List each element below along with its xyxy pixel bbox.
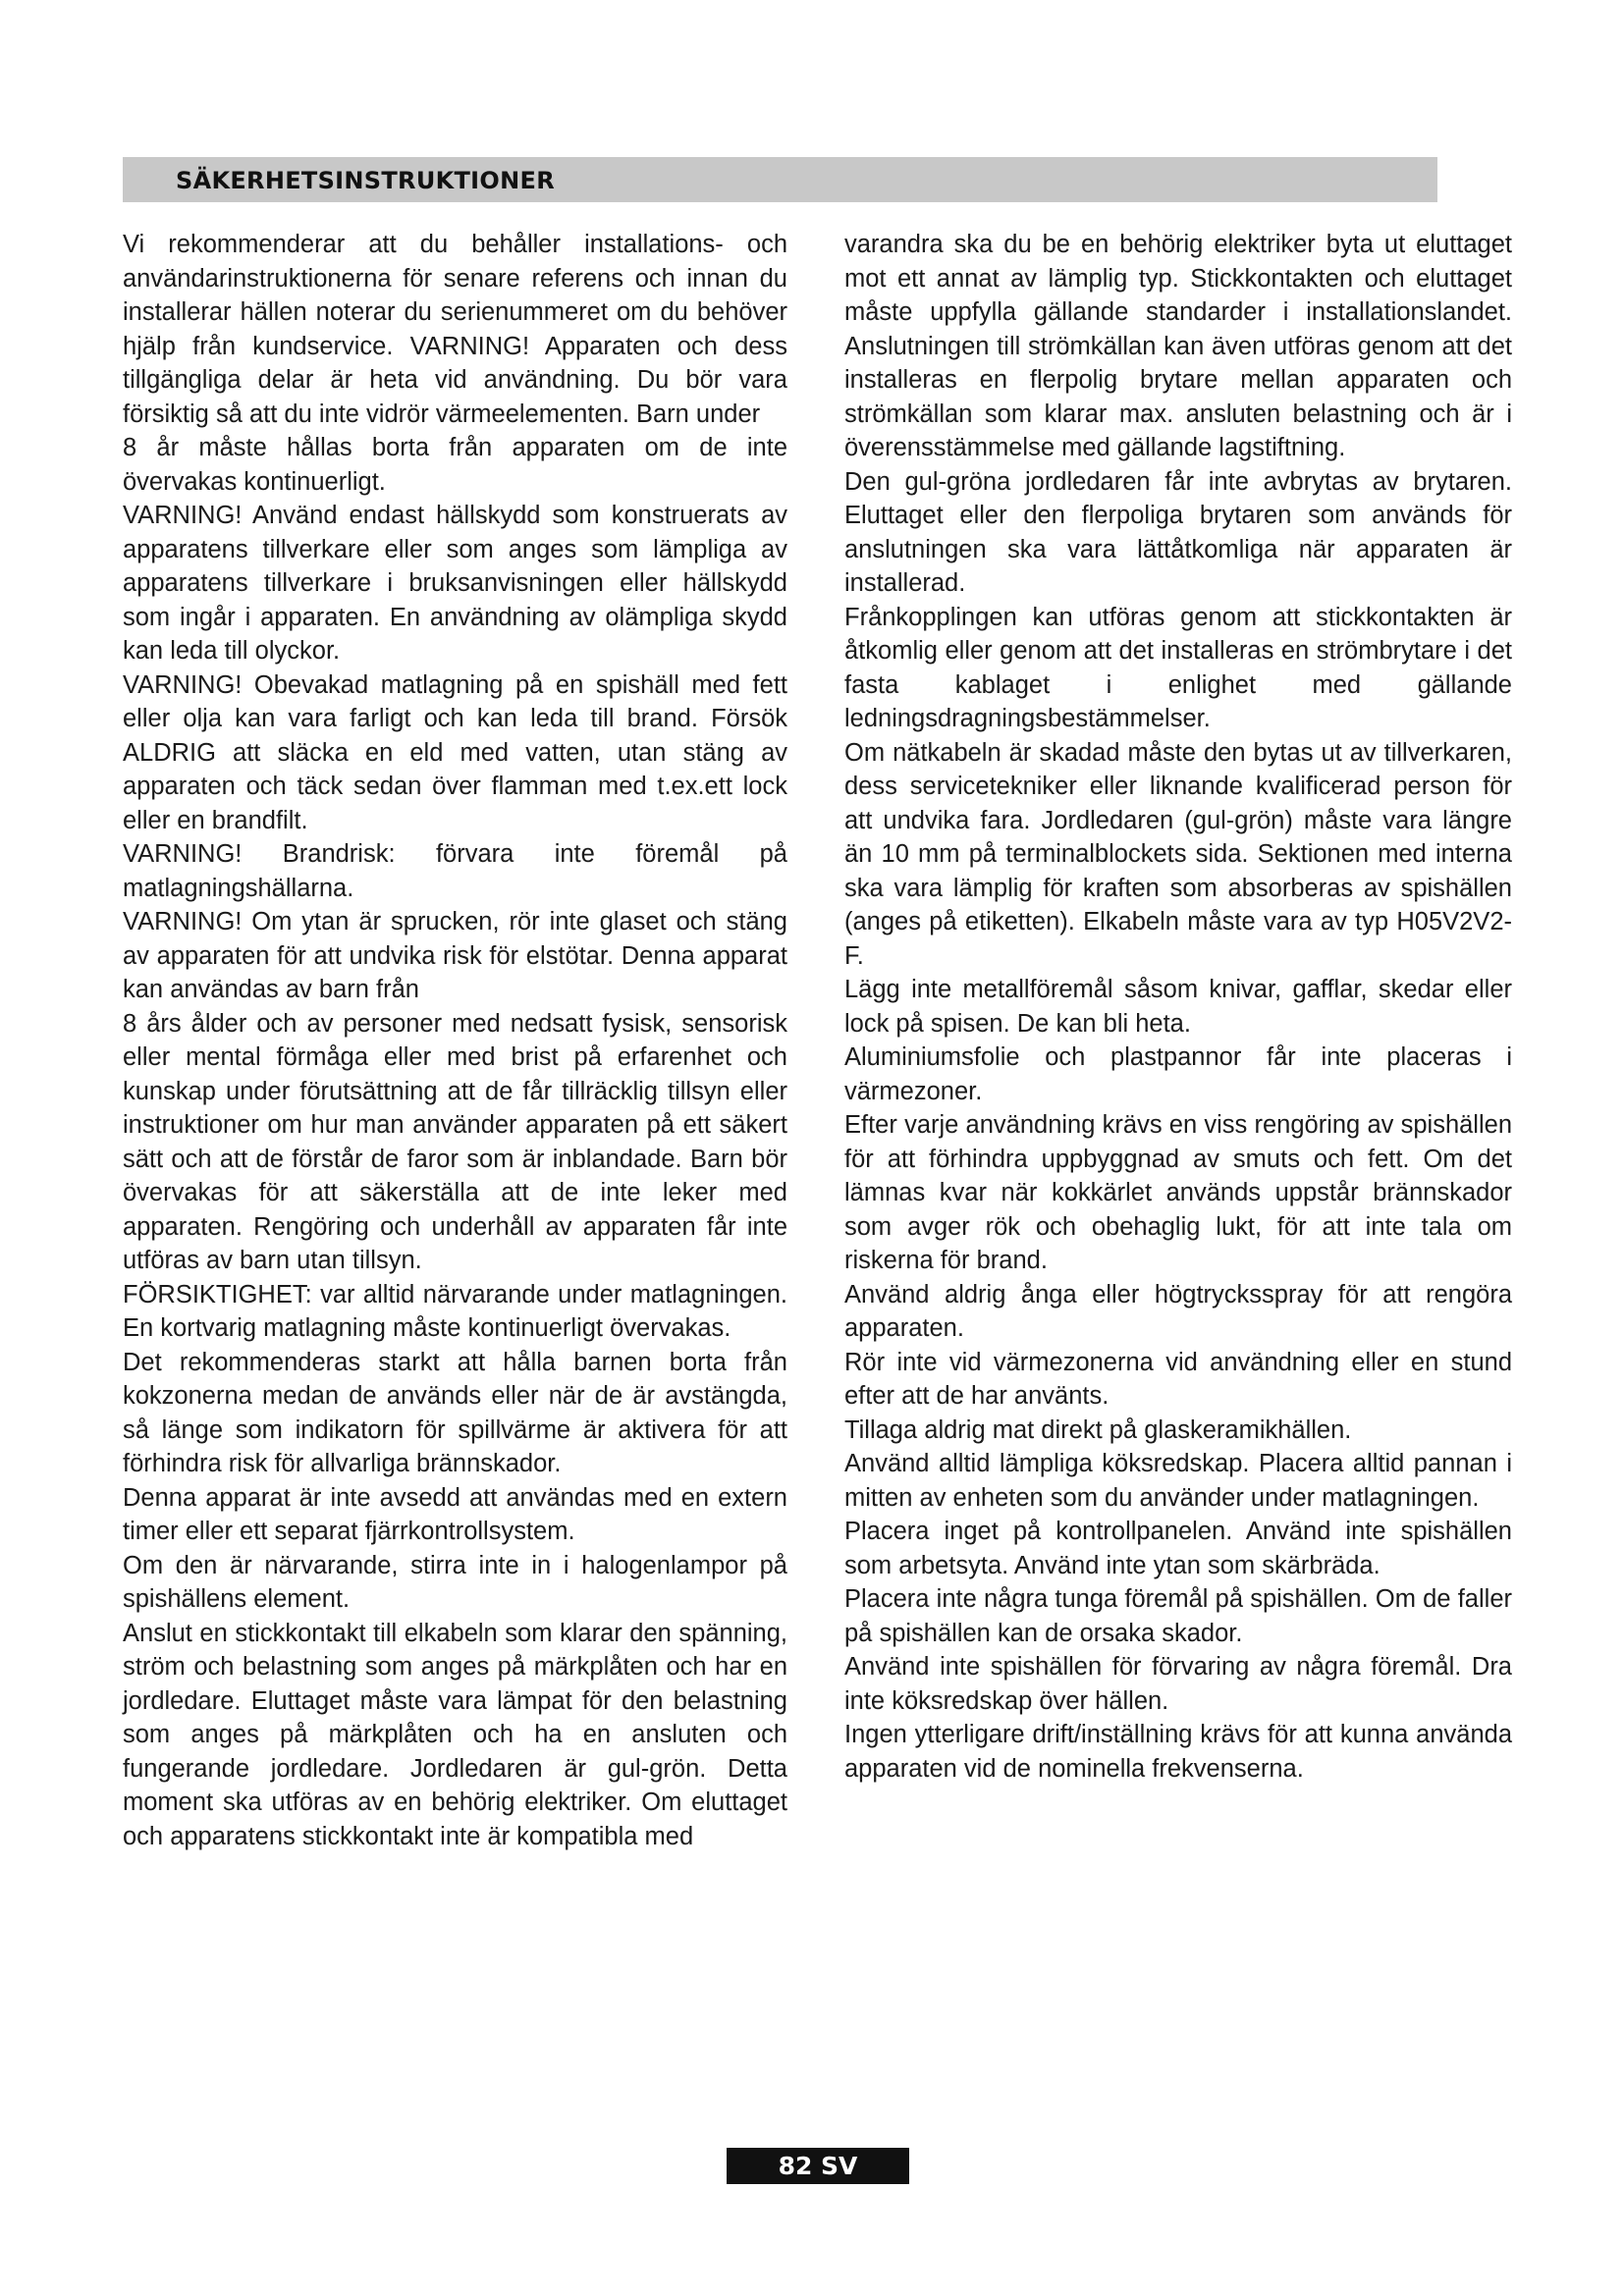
right-text-column	[844, 228, 1512, 1786]
paragraph: VARNING! Brandrisk: förvara inte föremål på matlagningshällarna.	[123, 840, 787, 902]
paragraph: Efter varje användning krävs en viss rengöring av spishällen för att förhindra uppbyggnad av smuts och fett. Om det lämnas kvar när kokkärlet används uppstår brännskador som avger rök och obehaglig lukt, för att inte tala om riskerna för brand.	[844, 1111, 1512, 1274]
section-title: SÄKERHETSINSTRUKTIONER	[176, 167, 555, 194]
paragraph: Om den är närvarande, stirra inte in i halogenlampor på spishällens element.	[123, 1551, 787, 1613]
paragraph: Placera inget på kontrollpanelen. Använd inte spishällen som arbetsyta. Använd inte ytan som skärbräda.	[844, 1518, 1512, 1579]
paragraph: 8 års ålder och av personer med nedsatt fysisk, sensorisk eller mental förmåga eller med brist på erfarenhet och kunskap under förutsättning att de får tillräcklig tillsyn eller instruktioner om hur man använder apparaten på ett säkert sätt och att de förstår de faror som är inblandade. Barn bör övervakas för att säkerställa att de inte leker med apparaten. Rengöring och underhåll av apparaten får inte utföras av barn utan tillsyn.	[123, 1009, 787, 1274]
section-header-bar	[123, 157, 1437, 202]
paragraph: Använd inte spishällen för förvaring av några föremål. Dra inte köksredskap över hällen.	[844, 1653, 1512, 1715]
paragraph: Det rekommenderas starkt att hålla barnen borta från kokzonerna medan de används eller när de är avstängda, så länge som indikatorn för spillvärme är aktivera för att förhindra risk för allvarliga brännskador.	[123, 1348, 787, 1477]
paragraph: VARNING! Använd endast hällskydd som konstruerats av apparatens tillverkare eller som anges som lämpliga av apparatens tillverkare i bruksanvisningen eller hällskydd som ingår i apparaten. En användning av olämpliga skydd kan leda till olyckor.	[123, 502, 787, 665]
paragraph: Vi rekommenderar att du behåller installations- och användarinstruktionerna för senare referens och innan du installerar hällen noterar du serienummeret om du behöver hjälp från kundservice. VARNING! Apparaten och dess tillgängliga delar är heta vid användning. Du bör vara försiktig så att du inte vidrör värmeelementen. Barn under	[123, 231, 787, 428]
paragraph: VARNING! Obevakad matlagning på en spishäll med fett eller olja kan vara farligt och kan leda till brand. Försök ALDRIG att släcka en eld med vatten, utan stäng av apparaten och täck sedan över flamman med t.ex.ett lock eller en brandfilt.	[123, 670, 787, 834]
paragraph: Tillaga aldrig mat direkt på glaskeramikhällen.	[844, 1415, 1352, 1444]
paragraph: Använd alltid lämpliga köksredskap. Placera alltid pannan i mitten av enheten som du använder under matlagningen.	[844, 1450, 1512, 1512]
paragraph: Lägg inte metallföremål såsom knivar, gafflar, skedar eller lock på spisen. De kan bli heta.	[844, 976, 1512, 1038]
paragraph: Använd aldrig ånga eller högtrycksspray för att rengöra apparaten.	[844, 1280, 1512, 1342]
page-number-badge: 82 SV	[727, 2148, 909, 2184]
paragraph: Om nätkabeln är skadad måste den bytas ut av tillverkaren, dess servicetekniker eller liknande kvalificerad person för att undvika fara. Jordledaren (gul-grön) måste vara längre än 10 mm på terminalblockets sida. Sektionen med interna ska vara lämplig för kraften som absorberas av spishällen (anges på etiketten). Elkabeln måste vara av typ H05V2V2-F.	[844, 738, 1512, 970]
paragraph: VARNING! Om ytan är sprucken, rör inte glaset och stäng av apparaten för att undvika risk för elstötar. Denna apparat kan användas av barn från	[123, 908, 787, 1003]
paragraph: FÖRSIKTIGHET: var alltid närvarande under matlagningen. En kortvarig matlagning måste kontinuerligt övervakas.	[123, 1280, 787, 1342]
paragraph: Frånkopplingen kan utföras genom att stickkontakten är åtkomlig eller genom att det installeras en strömbrytare i det fasta kablaget i enlighet med gällande ledningsdragningsbestämmelser.	[844, 603, 1512, 732]
paragraph: Anslut en stickkontakt till elkabeln som klarar den spänning, ström och belastning som anges på märkplåten och har en jordledare. Eluttaget måste vara lämpat för den belastning som anges på märkplåten och ha en ansluten och fungerande jordledare. Jordledaren är gul-grön. Detta moment ska utföras av en behörig elektriker. Om eluttaget och apparatens stickkontakt inte är kompatibla med	[123, 1619, 787, 1850]
paragraph: Den gul-gröna jordledaren får inte avbrytas av brytaren. Eluttaget eller den flerpoliga brytaren som används för anslutningen ska vara lättåtkomliga när apparaten är installerad.	[844, 467, 1512, 597]
paragraph: varandra ska du be en behörig elektriker byta ut eluttaget mot ett annat av lämplig typ. Stickkontakten och eluttaget måste uppfylla gällande standarder i installationslandet. Anslutningen till strömkällan kan även utföras genom att det installeras en flerpolig brytare mellan apparaten och strömkällan som klarar max. ansluten belastning och är i överensstämmelse med gällande lagstiftning.	[844, 231, 1512, 461]
paragraph: 8 år måste hållas borta från apparaten om de inte övervakas kontinuerligt.	[123, 434, 787, 496]
left-text-column	[123, 228, 787, 1853]
paragraph: Denna apparat är inte avsedd att användas med en extern timer eller ett separat fjärrkontrollsystem.	[123, 1483, 787, 1545]
paragraph: Placera inte några tunga föremål på spishällen. Om de faller på spishällen kan de orsaka skador.	[844, 1585, 1512, 1647]
paragraph: Rör inte vid värmezonerna vid användning eller en stund efter att de har använts.	[844, 1348, 1512, 1410]
paragraph: Aluminiumsfolie och plastpannor får inte placeras i värmezoner.	[844, 1043, 1512, 1105]
paragraph: Ingen ytterligare drift/inställning krävs för att kunna använda apparaten vid de nominella frekvenserna.	[844, 1721, 1512, 1783]
